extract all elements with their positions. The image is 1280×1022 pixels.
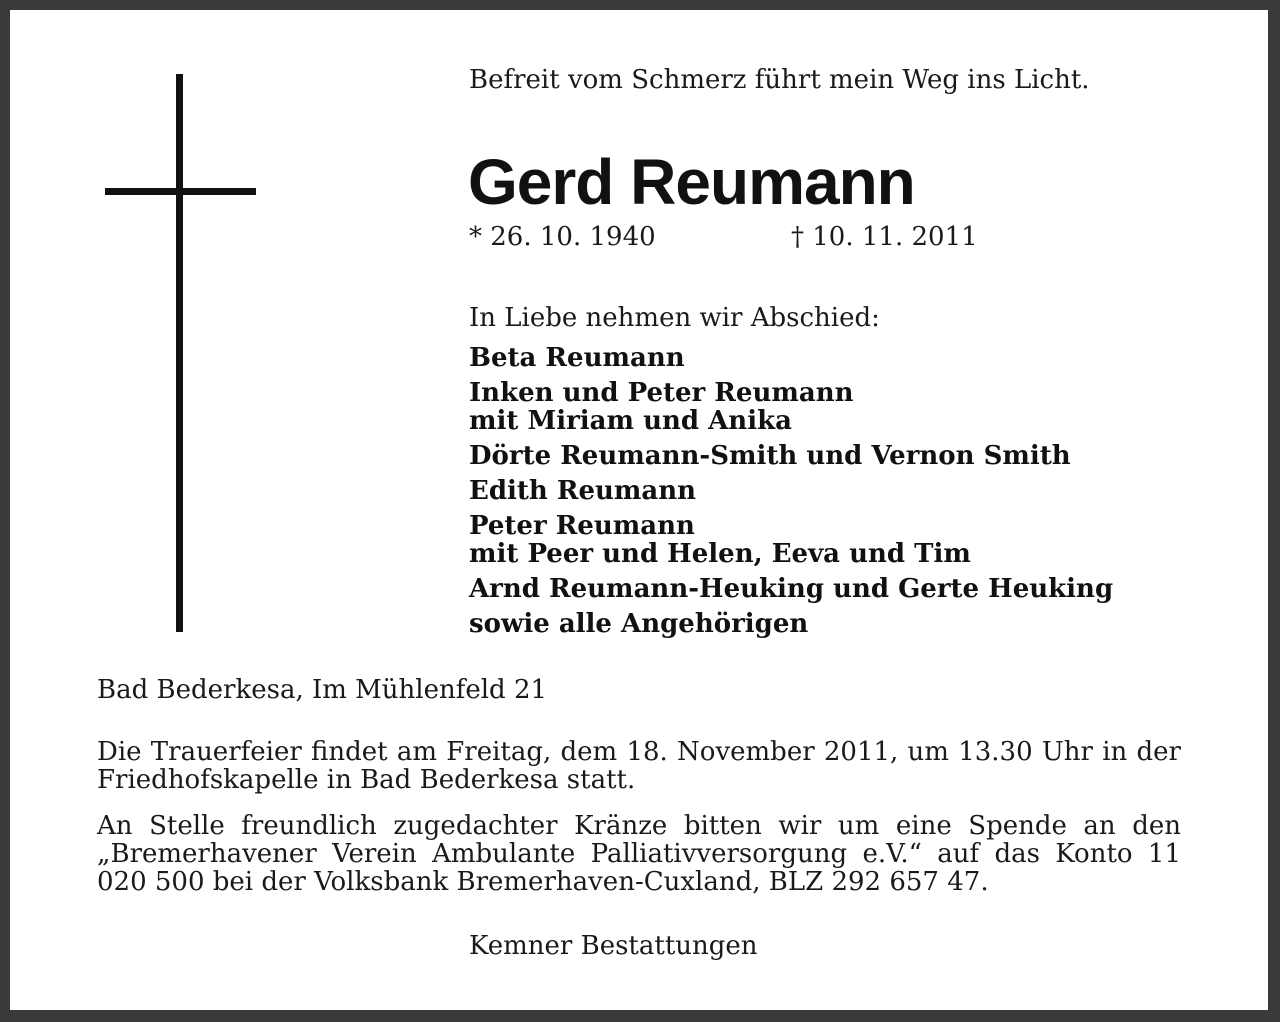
- mourner-subline: mit Miriam und Anika: [469, 406, 792, 436]
- death-date: † 10. 11. 2011: [791, 222, 978, 252]
- obituary-notice: [10, 10, 1268, 1010]
- mourners-list: [469, 344, 1113, 645]
- mourner-entry: [469, 610, 1113, 638]
- motto: Befreit vom Schmerz führt mein Weg ins Licht.: [469, 65, 1090, 95]
- mourner-entry: [469, 344, 1113, 372]
- mourner-entry: [469, 512, 1113, 568]
- funeral-home: Kemner Bestattungen: [469, 931, 758, 961]
- mourner-name: Beta Reumann: [469, 343, 685, 373]
- mourner-name: Peter Reumann: [469, 511, 695, 541]
- family-address: Bad Bederkesa, Im Mühlenfeld 21: [97, 675, 548, 705]
- cross-vertical-bar: [176, 74, 183, 632]
- mourner-name: Arnd Reumann-Heuking und Gerte Heuking: [469, 574, 1114, 604]
- cross-horizontal-bar: [105, 188, 256, 195]
- mourner-name: sowie alle Angehörigen: [469, 609, 809, 639]
- mourner-name: Inken und Peter Reumann: [469, 378, 854, 408]
- mourner-entry: [469, 442, 1113, 470]
- mourner-entry: [469, 379, 1113, 435]
- mourner-subline: mit Peer und Helen, Eeva und Tim: [469, 539, 971, 569]
- mourner-name: Edith Reumann: [469, 476, 697, 506]
- mourner-entry: [469, 477, 1113, 505]
- mourner-entry: [469, 575, 1113, 603]
- donation-paragraph: An Stelle freundlich zugedachter Kränze bitten wir um eine Spende an den „Bremerhavener Verein Ambulante Palliativversorgung e.V.“ auf das Konto 11 020 500 bei der Volksbank Bremerhaven-Cuxland, BLZ 292 657 47.: [97, 811, 1181, 897]
- farewell-intro: In Liebe nehmen wir Abschied:: [469, 303, 880, 333]
- deceased-name: Gerd Reumann: [468, 146, 915, 218]
- mourner-name: Dörte Reumann-Smith und Vernon Smith: [469, 441, 1071, 471]
- ceremony-paragraph: Die Trauerfeier findet am Freitag, dem 18. November 2011, um 13.30 Uhr in der Friedhofskapelle in Bad Bederkesa statt.: [97, 737, 1181, 795]
- birth-date: * 26. 10. 1940: [469, 222, 656, 252]
